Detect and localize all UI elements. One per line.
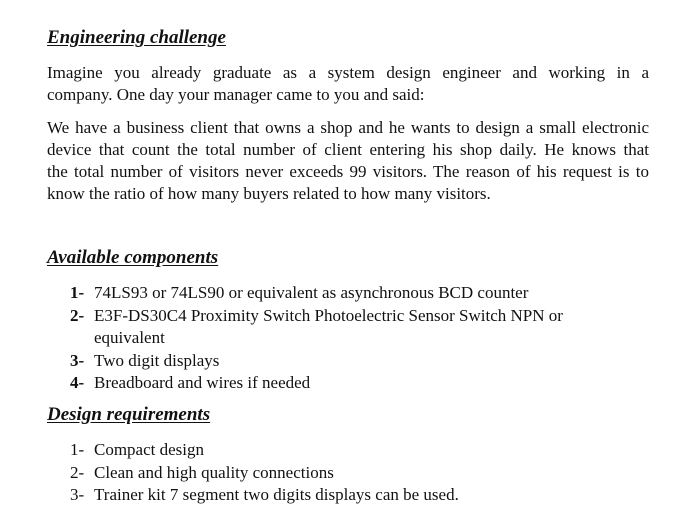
- list-item: [70, 350, 590, 373]
- requirements-list: [70, 439, 610, 507]
- list-item-text: Trainer kit 7 segment two digits displays can be used.: [94, 485, 459, 504]
- request-line: the total number of visitors never exceeds 99 visitors. The reason of his request is to: [47, 162, 649, 181]
- list-item: [70, 282, 590, 305]
- intro-paragraph: [47, 62, 649, 106]
- engineering-challenge-heading: Engineering challenge: [47, 27, 226, 48]
- list-item-text: Compact design: [94, 440, 205, 459]
- list-item: [70, 305, 590, 350]
- list-item-number: 3-: [70, 350, 85, 370]
- list-item-number: 1-: [70, 283, 85, 302]
- list-item-number: 3-: [70, 485, 85, 504]
- list-item: [70, 372, 590, 395]
- request-line: device that count the total number of client entering his shop daily. He knows that: [47, 140, 649, 159]
- list-item: [70, 462, 610, 485]
- request-line: We have a business client that owns a shop and he wants to design a small electronic: [47, 118, 649, 137]
- list-item-number: 2-: [70, 305, 85, 325]
- intro-line: Imagine you already graduate as a system design engineer and working in a: [47, 63, 649, 82]
- list-item-number: 2-: [70, 462, 85, 482]
- list-item-text: Clean and high quality connections: [94, 462, 334, 482]
- list-item: [70, 484, 610, 507]
- list-item-text: E3F-DS30C4 Proximity Switch Photoelectric Sensor Switch NPN or equivalent: [94, 305, 563, 347]
- list-item-text: Breadboard and wires if needed: [94, 373, 311, 392]
- request-line: know the ratio of how many buyers related to how many visitors.: [47, 184, 491, 203]
- list-item-text: 74LS93 or 74LS90 or equivalent as asynchronous BCD counter: [94, 283, 529, 302]
- list-item: [70, 439, 610, 462]
- design-requirements-heading: Design requirements: [47, 404, 211, 425]
- client-request-paragraph: [47, 117, 649, 205]
- list-item-number: 1-: [70, 440, 85, 459]
- list-item-number: 4-: [70, 373, 85, 392]
- intro-line: company. One day your manager came to you and said:: [47, 85, 425, 104]
- components-list: [70, 282, 590, 395]
- available-components-heading: Available components: [47, 247, 219, 268]
- list-item-text: Two digit displays: [94, 350, 220, 370]
